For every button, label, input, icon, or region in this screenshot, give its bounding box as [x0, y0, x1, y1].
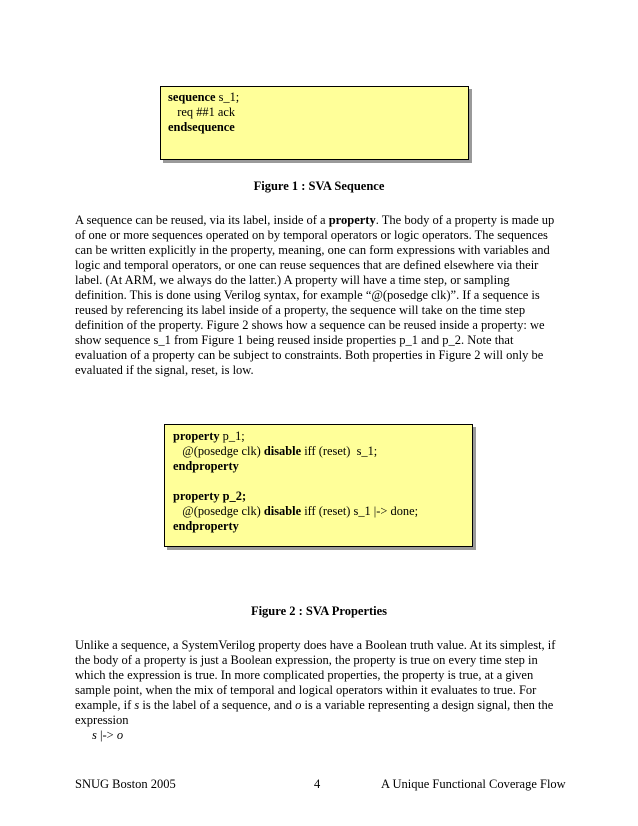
text-line: which the expression is true. In more complicated properties, the property is true, at a given [75, 668, 534, 682]
text-line: show sequence s_1 from Figure 1 being reused inside properties p_1 and p_2. Note that [75, 333, 514, 347]
text-line: evaluated if the signal, reset, is low. [75, 363, 254, 377]
code-text: p_1; [219, 429, 245, 443]
text-line: expression [75, 713, 129, 727]
text-line: label. (At ARM, we always do the latter.) A property will have a time step, or sampling [75, 273, 510, 287]
paragraph-1 [75, 213, 565, 378]
code-line [168, 90, 468, 105]
text-run: example, if [75, 698, 135, 712]
text-line: reused by referencing its label inside of a property, the sequence will take on the time step [75, 303, 526, 317]
figure2-caption: Figure 2 : SVA Properties [250, 604, 388, 618]
italic-var: s [134, 698, 140, 712]
text-line: sample point, when the mix of temporal and logical operators within it evaluates to true. For [75, 683, 537, 697]
keyword: endproperty [173, 519, 239, 533]
code-line [173, 429, 472, 444]
paragraph-2 [75, 638, 565, 743]
footer-conference: SNUG Boston 2005 [75, 777, 176, 791]
keyword: endsequence [168, 120, 235, 134]
figure1-code-box [160, 86, 469, 160]
bold-term: property [328, 213, 376, 227]
code-text: @(posedge clk) [173, 504, 264, 518]
text-run: . The body of a property is made up [375, 213, 555, 227]
text-line [75, 698, 565, 713]
text-line [75, 213, 565, 228]
keyword: sequence [168, 90, 216, 104]
footer-page-number: 4 [314, 777, 321, 791]
figure1-caption: Figure 1 : SVA Sequence [253, 179, 385, 193]
keyword: endproperty [173, 459, 239, 473]
text-line: definition of the property. Figure 2 shows how a sequence can be reused inside a property: we [75, 318, 545, 332]
text-line: Unlike a sequence, a SystemVerilog property does have a Boolean truth value. At its simplest, if [75, 638, 556, 652]
operator: |-> [96, 728, 117, 742]
expression-line [75, 728, 565, 743]
text-line: definition. This is done using Verilog syntax, for example “@(posedge clk)”. If a sequence is [75, 288, 540, 302]
code-text: iff (reset) s_1 |-> done; [301, 504, 419, 518]
italic-var: s [92, 728, 97, 742]
text-line: can be written explicitly in the property, meaning, one can form expressions with variables and [75, 243, 550, 257]
code-text: iff (reset) s_1; [301, 444, 378, 458]
code-line: req ##1 ack [168, 105, 236, 119]
code-text: s_1; [215, 90, 240, 104]
figure2-code-box [164, 424, 473, 547]
code-line [173, 504, 472, 519]
code-blank-line [173, 474, 472, 489]
keyword: disable [263, 444, 302, 458]
footer-title: A Unique Functional Coverage Flow [381, 777, 566, 791]
text-run: is the label of a sequence, and [139, 698, 296, 712]
text-run: A sequence can be reused, via its label, inside of a [75, 213, 329, 227]
italic-var: o [295, 698, 302, 712]
keyword: property p_2; [173, 489, 247, 503]
text-line: of one or more sequences operated on by temporal operators or logic operators. The sequences [75, 228, 548, 242]
code-line [173, 444, 472, 459]
text-run: is a variable representing a design signal, then the [301, 698, 554, 712]
text-line: the body of a property is just a Boolean expression, the property is true on every time step in [75, 653, 538, 667]
text-line: logic and temporal operators, or one can reuse sequences that are defined elsewhere via their [75, 258, 539, 272]
code-text: @(posedge clk) [173, 444, 264, 458]
italic-var: o [116, 728, 124, 742]
keyword: disable [263, 504, 302, 518]
keyword: property [173, 429, 220, 443]
text-line: evaluation of a property can be subject to constraints. Both properties in Figure 2 will only be [75, 348, 544, 362]
